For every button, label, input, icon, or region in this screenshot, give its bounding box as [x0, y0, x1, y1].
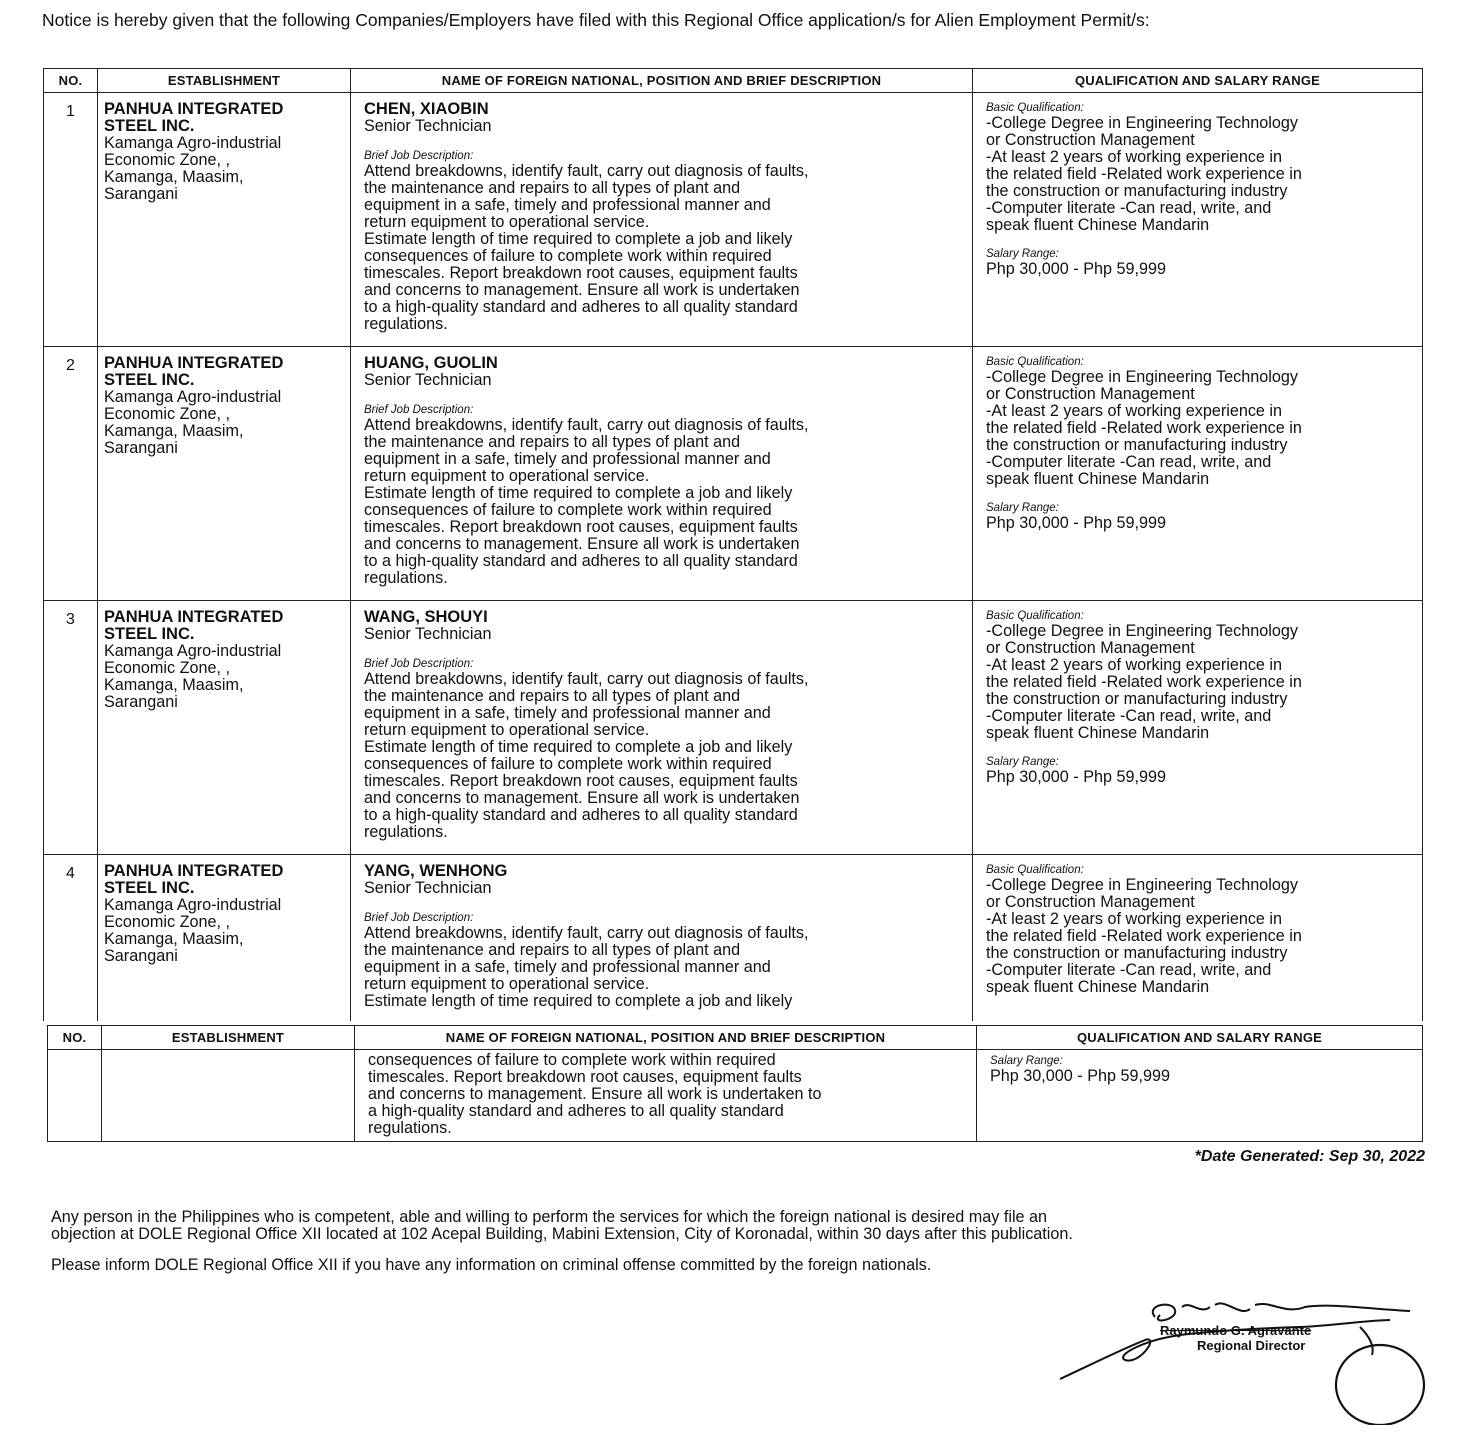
header-name: NAME OF FOREIGN NATIONAL, POSITION AND BRIEF DESCRIPTION: [355, 1026, 977, 1050]
table-row: [48, 1050, 1423, 1142]
establishment-address: Kamanga Agro-industrial Economic Zone, , Kamanga, Maasim, Sarangani: [104, 134, 282, 203]
brief-description-label: Brief Job Description:: [364, 404, 474, 416]
salary-range-label: Salary Range:: [986, 502, 1059, 514]
establishment-cell: [98, 93, 351, 347]
description-cell: [355, 1050, 977, 1142]
row-number: 3: [44, 601, 98, 855]
establishment-address: Kamanga Agro-industrial Economic Zone, , Kamanga, Maasim, Sarangani: [104, 642, 282, 711]
brief-description-label: Brief Job Description:: [364, 150, 474, 162]
qualification-cell: [973, 347, 1423, 601]
objection-notice: Any person in the Philippines who is competent, able and willing to perform the services for which the foreign national is desired may file an objection at DOLE Regional Office XII located at 102 Acepal Building, Mabini Extension, City of Koronadal, within 30 days after this publication.: [51, 1208, 1073, 1243]
establishment-name: PANHUA INTEGRATED STEEL INC.: [104, 100, 284, 135]
table-row: [44, 93, 1423, 347]
qualification-text: -College Degree in Engineering Technology or Construction Management -At least 2 years of working experience in the related field -Related work experience in the construction or manufacturing industry -Computer literate -Can read, write, and speak fluent Chinese Mandarin: [986, 876, 1302, 996]
row-number: 1: [44, 93, 98, 347]
position-title: Senior Technician: [364, 117, 492, 135]
position-title: Senior Technician: [364, 879, 492, 897]
foreign-national-name: CHEN, XIAOBIN: [364, 100, 489, 118]
signatory-name: Raymundo G. Agravante: [1160, 1323, 1312, 1338]
establishment-name: PANHUA INTEGRATED STEEL INC.: [104, 354, 284, 389]
criminal-offense-notice: Please inform DOLE Regional Office XII if you have any information on criminal offense committed by the foreign nationals.: [51, 1256, 932, 1274]
job-description: Attend breakdowns, identify fault, carry out diagnosis of faults, the maintenance and repairs to all types of plant and equipment in a safe, timely and professional manner and return equipment to operational service. Estimate length of time required to complete a job and likely consequences of failure to complete work within required timescales. Report breakdown root causes, equipment faults and concerns to management. Ensure all work is undertaken to a high-quality standard and adheres to all quality standard regulations.: [364, 162, 809, 333]
salary-range-label: Salary Range:: [986, 756, 1059, 768]
foreign-national-name: WANG, SHOUYI: [364, 608, 488, 626]
header-qualification: QUALIFICATION AND SALARY RANGE: [977, 1026, 1423, 1050]
basic-qualification-label: Basic Qualification:: [986, 864, 1084, 876]
establishment-cell: [98, 601, 351, 855]
brief-description-label: Brief Job Description:: [364, 658, 474, 670]
description-cell: [351, 347, 973, 601]
row-number: [48, 1050, 102, 1142]
establishment-address: Kamanga Agro-industrial Economic Zone, , Kamanga, Maasim, Sarangani: [104, 896, 282, 965]
establishment-name: PANHUA INTEGRATED STEEL INC.: [104, 608, 284, 643]
qualification-cell: [977, 1050, 1423, 1142]
description-cell: [351, 855, 973, 1021]
table-header-row: [44, 69, 1423, 93]
salary-range-label: Salary Range:: [986, 248, 1059, 260]
salary-range-label: Salary Range:: [990, 1055, 1063, 1067]
salary-range: Php 30,000 - Php 59,999: [986, 768, 1167, 786]
header-establishment: ESTABLISHMENT: [102, 1026, 355, 1050]
header-qualification: QUALIFICATION AND SALARY RANGE: [973, 69, 1423, 93]
job-description: Attend breakdowns, identify fault, carry out diagnosis of faults, the maintenance and repairs to all types of plant and equipment in a safe, timely and professional manner and return equipment to operational service. Estimate length of time required to complete a job and likely: [364, 924, 809, 1010]
basic-qualification-label: Basic Qualification:: [986, 102, 1084, 114]
job-description: consequences of failure to complete work within required timescales. Report breakdown root causes, equipment faults and concerns to management. Ensure all work is undertaken to a high-quality standard and adheres to all quality standard regulations.: [368, 1051, 822, 1137]
qualification-cell: [973, 855, 1423, 1021]
header-name: NAME OF FOREIGN NATIONAL, POSITION AND BRIEF DESCRIPTION: [351, 69, 973, 93]
position-title: Senior Technician: [364, 625, 492, 643]
qualification-text: -College Degree in Engineering Technology or Construction Management -At least 2 years of working experience in the related field -Related work experience in the construction or manufacturing industry -Computer literate -Can read, write, and speak fluent Chinese Mandarin: [986, 622, 1302, 742]
salary-range: Php 30,000 - Php 59,999: [986, 514, 1167, 532]
establishment-cell: [102, 1050, 355, 1142]
qualification-text: -College Degree in Engineering Technology or Construction Management -At least 2 years of working experience in the related field -Related work experience in the construction or manufacturing industry -Computer literate -Can read, write, and speak fluent Chinese Mandarin: [986, 368, 1302, 488]
establishment-address: Kamanga Agro-industrial Economic Zone, , Kamanga, Maasim, Sarangani: [104, 388, 282, 457]
foreign-national-name: HUANG, GUOLIN: [364, 354, 498, 372]
signature-icon: [1050, 1295, 1440, 1425]
header-no: NO.: [44, 69, 98, 93]
foreign-national-name: YANG, WENHONG: [364, 862, 508, 880]
basic-qualification-label: Basic Qualification:: [986, 610, 1084, 622]
description-cell: [351, 93, 973, 347]
table-row: [44, 347, 1423, 601]
qualification-text: -College Degree in Engineering Technology or Construction Management -At least 2 years of working experience in the related field -Related work experience in the construction or manufacturing industry -Computer literate -Can read, write, and speak fluent Chinese Mandarin: [986, 114, 1302, 234]
establishment-cell: [98, 855, 351, 1021]
table-row: [44, 601, 1423, 855]
table-header-row: [48, 1026, 1423, 1050]
position-title: Senior Technician: [364, 371, 492, 389]
notice-text: Notice is hereby given that the following Companies/Employers have filed with this Regional Office application/s for Alien Employment Permit/s:: [42, 10, 1150, 30]
signatory-title: Regional Director: [1197, 1338, 1306, 1353]
qualification-cell: [973, 93, 1423, 347]
salary-range: Php 30,000 - Php 59,999: [990, 1067, 1171, 1085]
row-number: 2: [44, 347, 98, 601]
permit-table-continued: [47, 1025, 1423, 1142]
permit-table: [43, 68, 1423, 1021]
header-establishment: ESTABLISHMENT: [98, 69, 351, 93]
table-row: [44, 855, 1423, 1021]
brief-description-label: Brief Job Description:: [364, 912, 474, 924]
job-description: Attend breakdowns, identify fault, carry out diagnosis of faults, the maintenance and repairs to all types of plant and equipment in a safe, timely and professional manner and return equipment to operational service. Estimate length of time required to complete a job and likely consequences of failure to complete work within required timescales. Report breakdown root causes, equipment faults and concerns to management. Ensure all work is undertaken to a high-quality standard and adheres to all quality standard regulations.: [364, 670, 809, 841]
job-description: Attend breakdowns, identify fault, carry out diagnosis of faults, the maintenance and repairs to all types of plant and equipment in a safe, timely and professional manner and return equipment to operational service. Estimate length of time required to complete a job and likely consequences of failure to complete work within required timescales. Report breakdown root causes, equipment faults and concerns to management. Ensure all work is undertaken to a high-quality standard and adheres to all quality standard regulations.: [364, 416, 809, 587]
row-number: 4: [44, 855, 98, 1021]
establishment-cell: [98, 347, 351, 601]
date-generated: *Date Generated: Sep 30, 2022: [1194, 1148, 1425, 1165]
qualification-cell: [973, 601, 1423, 855]
header-no: NO.: [48, 1026, 102, 1050]
salary-range: Php 30,000 - Php 59,999: [986, 260, 1167, 278]
description-cell: [351, 601, 973, 855]
establishment-name: PANHUA INTEGRATED STEEL INC.: [104, 862, 284, 897]
basic-qualification-label: Basic Qualification:: [986, 356, 1084, 368]
